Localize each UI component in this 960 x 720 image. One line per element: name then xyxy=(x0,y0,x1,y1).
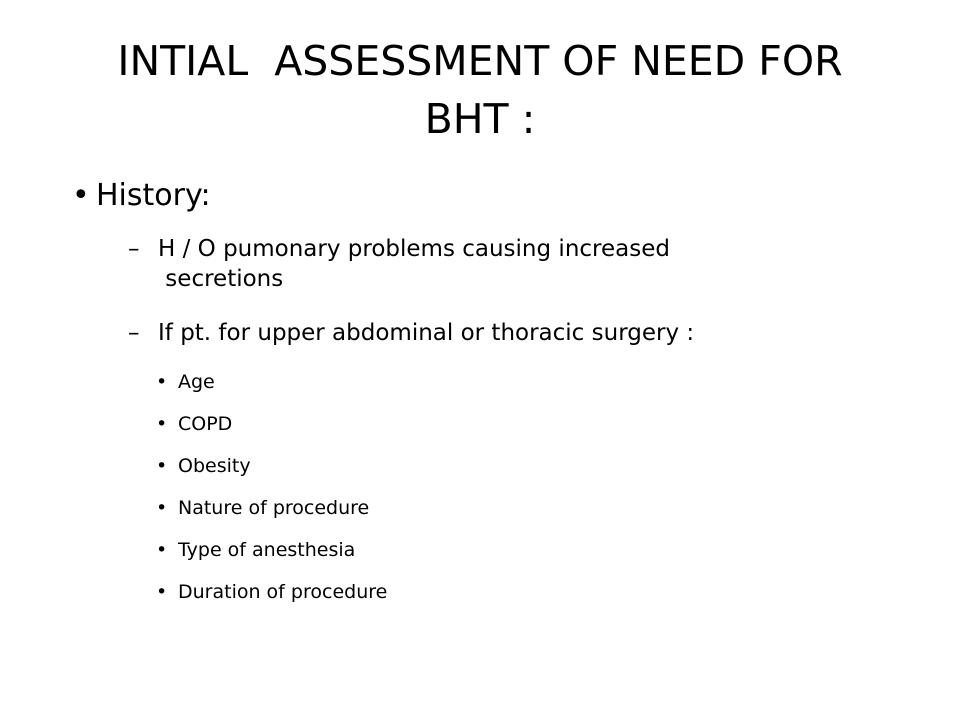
list-item-text: Nature of procedure xyxy=(178,497,370,519)
bullet-dot: • xyxy=(72,178,90,213)
bullet-text: History: xyxy=(96,178,211,213)
list-item-text: Age xyxy=(178,371,215,393)
sub-bullet-text: H / O pumonary problems causing increased secretions xyxy=(158,236,670,292)
dash-marker: – xyxy=(128,236,140,262)
title-line: INTIAL ASSESSMENT OF NEED FOR xyxy=(117,37,843,85)
sub-bullet-text: If pt. for upper abdominal or thoracic surgery : xyxy=(158,320,695,346)
list-item-text: Obesity xyxy=(178,455,251,477)
list-item-text: COPD xyxy=(178,413,233,435)
bullet-dot: • xyxy=(156,455,168,477)
bullet-dot: • xyxy=(156,539,168,561)
list-item-text: Type of anesthesia xyxy=(178,539,356,561)
bullet-dot: • xyxy=(156,581,168,603)
title-line: BHT : xyxy=(424,95,536,143)
dash-marker: – xyxy=(128,320,140,346)
list-item-text: Duration of procedure xyxy=(178,581,388,603)
slide-title xyxy=(60,32,900,148)
bullet-dot: • xyxy=(156,413,168,435)
bullet-dot: • xyxy=(156,497,168,519)
bullet-dot: • xyxy=(156,371,168,393)
